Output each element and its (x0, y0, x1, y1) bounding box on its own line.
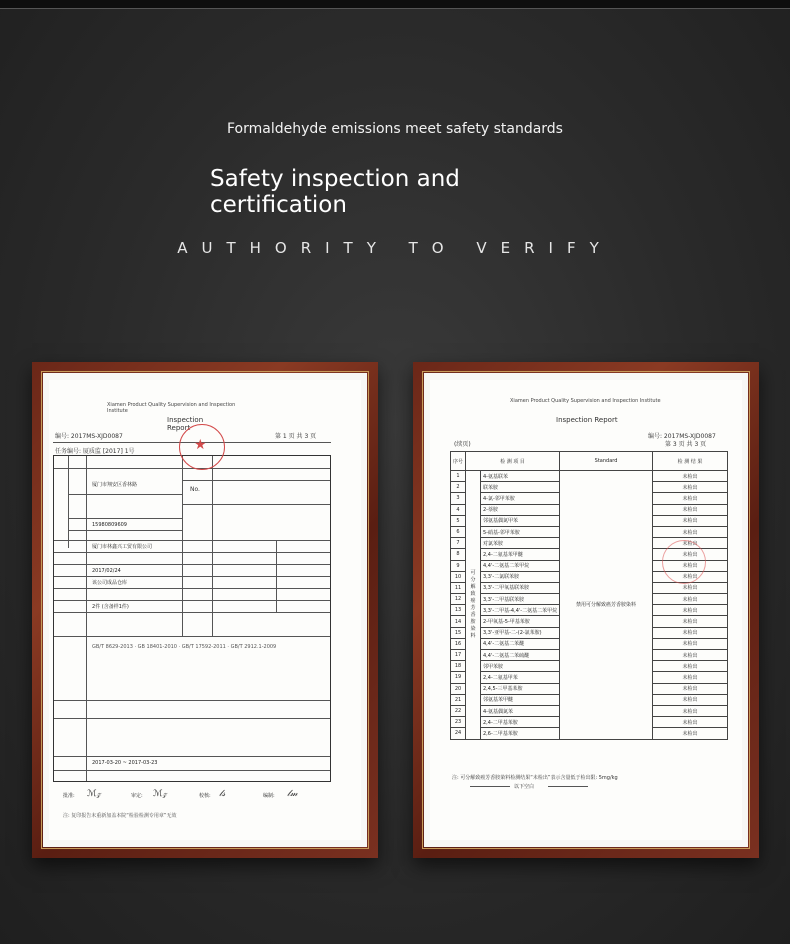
item-name: 邻氨基偶氮甲苯 (481, 515, 560, 526)
item-result: 未检出 (653, 515, 728, 526)
results-header-row (451, 452, 728, 471)
sign-check-label: 校核: (199, 793, 211, 799)
task-number: 任务编号: 厦质监 [2017] 1号 (55, 448, 135, 455)
item-result: 未检出 (653, 605, 728, 616)
row-number: 1 (451, 471, 466, 482)
row-number: 20 (451, 683, 466, 694)
page-title (210, 166, 460, 218)
frame-mat (424, 373, 748, 847)
row-number: 19 (451, 672, 466, 683)
sampling-date: 2017/02/24 (92, 568, 121, 574)
top-divider (0, 8, 790, 9)
item-result: 未检出 (653, 571, 728, 582)
table-row (451, 471, 728, 482)
item-name: 4-氨基联苯 (481, 471, 560, 482)
item-name: 邻甲苯胺 (481, 661, 560, 672)
item-result: 未检出 (653, 683, 728, 694)
item-result: 未检出 (653, 672, 728, 683)
item-name: 2,4-二氨基甲苯 (481, 672, 560, 683)
row-number: 17 (451, 650, 466, 661)
item-result: 未检出 (653, 594, 728, 605)
item-name: 4,4'-二氨基二苯硫醚 (481, 650, 560, 661)
left-certificate-frame (32, 362, 378, 858)
report-label-line-1: Inspection (167, 416, 204, 424)
company-phone: 15980809609 (92, 522, 127, 528)
item-name: 联苯胺 (481, 482, 560, 493)
row-number: 4 (451, 504, 466, 515)
item-name: 3,3'-二甲基-4,4'-二氨基二苯甲烷 (481, 605, 560, 616)
item-result: 未检出 (653, 560, 728, 571)
manufacturer: 厦门市林鑫兴工贸有限公司 (92, 544, 153, 550)
item-result: 未检出 (653, 627, 728, 638)
row-number: 24 (451, 728, 466, 739)
row-number: 9 (451, 560, 466, 571)
item-result: 未检出 (653, 538, 728, 549)
row-number: 6 (451, 526, 466, 537)
tagline: Formaldehyde emissions meet safety standards (227, 121, 563, 137)
page-number: 第 1 页 共 3 页 (275, 433, 317, 440)
signature-approve: ℳ𝓏 (87, 789, 101, 799)
signature-prepare: 𝓁𝓂 (287, 789, 298, 799)
item-name: 3,3'-亚甲基-二-(2-氯苯胺) (481, 627, 560, 638)
report-number: 编号: 2017MS-XJD0087 (55, 433, 123, 440)
item-result: 未检出 (653, 661, 728, 672)
header-item: 检 测 项 目 (466, 452, 560, 471)
row-number: 10 (451, 571, 466, 582)
row-number: 13 (451, 605, 466, 616)
row-number: 16 (451, 638, 466, 649)
standard-cell: 禁用可分解致癌芳香胺染料 (560, 471, 653, 740)
item-name: 邻氨基苯甲醚 (481, 694, 560, 705)
authority-subtitle: AUTHORITY TO VERIFY (177, 239, 613, 257)
results-note: 注: 可分解致癌芳香胺染料检测结果“未检出”表示含量低于检出限: 5mg/kg (452, 775, 618, 781)
header-serial: 序号 (451, 452, 466, 471)
row-number: 12 (451, 594, 466, 605)
inspection-seal (662, 540, 706, 584)
row-number: 5 (451, 515, 466, 526)
item-name: 5-硝基-邻甲苯胺 (481, 526, 560, 537)
institute-name: Xiamen Product Quality Supervision and Inspection Institute (510, 398, 661, 404)
row-number: 8 (451, 549, 466, 560)
item-name: 2-萘胺 (481, 504, 560, 515)
item-result: 未检出 (653, 526, 728, 537)
item-result: 未检出 (653, 638, 728, 649)
company-address: 厦门市翔安区香林路 (92, 482, 138, 488)
row-number: 2 (451, 482, 466, 493)
report-footnote: 注: 复印报告未重新加盖本院“检验检测专用章”无效 (63, 813, 177, 819)
report-form-table: 厦门市翔安区香林路 15980809609 厦门市林鑫兴工贸有限公司 2017/02/24 该公司成品仓库 2件 (含备样1件) No. GB/T 8629-2013 · GB 18401-2010 · GB/T 17592-2011 · GB/T 2912.1-2009 2017-03-20 ~ 2017-03-23 (53, 455, 331, 782)
item-result: 未检出 (653, 504, 728, 515)
title-line-1: Safety inspection and (210, 166, 460, 192)
item-name: 2-甲氧基-5-甲基苯胺 (481, 616, 560, 627)
header-result: 检 测 结 果 (653, 452, 728, 471)
item-result: 未检出 (653, 482, 728, 493)
page-number: 第 3 页 共 3 页 (665, 441, 707, 448)
stamp-star-icon: ★ (194, 437, 207, 453)
item-name: 对氯苯胺 (481, 538, 560, 549)
row-number: 15 (451, 627, 466, 638)
report-label-line-2: Report (167, 424, 191, 432)
item-result: 未检出 (653, 549, 728, 560)
row-number: 3 (451, 493, 466, 504)
item-name: 2,4-二氨基苯甲醚 (481, 549, 560, 560)
row-number: 23 (451, 717, 466, 728)
item-result: 未检出 (653, 694, 728, 705)
row-number: 11 (451, 582, 466, 593)
item-name: 3,3'-二甲基联苯胺 (481, 594, 560, 605)
inspection-report-page-1 (49, 380, 361, 840)
institute-name: Xiamen Product Quality Supervision and Inspection Institute (107, 402, 236, 414)
item-result: 未检出 (653, 717, 728, 728)
item-result: 未检出 (653, 616, 728, 627)
row-number: 21 (451, 694, 466, 705)
signature-review: ℳ𝓏 (153, 789, 167, 799)
row-number: 22 (451, 705, 466, 716)
item-name: 2,4-二甲基苯胺 (481, 717, 560, 728)
sampling-location: 该公司成品仓库 (92, 580, 128, 586)
item-result: 未检出 (653, 582, 728, 593)
row-number: 7 (451, 538, 466, 549)
item-result: 未检出 (653, 705, 728, 716)
item-result: 未检出 (653, 471, 728, 482)
item-name: 2,6-二甲基苯胺 (481, 728, 560, 739)
results-table (450, 451, 728, 740)
no-label: No. (190, 486, 200, 493)
row-number: 18 (451, 661, 466, 672)
report-label: Inspection Report (556, 416, 618, 424)
signature-check: 𝓁𝓈 (219, 789, 226, 799)
results-body (451, 471, 728, 740)
item-result: 未检出 (653, 493, 728, 504)
frame-mat (43, 373, 367, 847)
sample-quantity: 2件 (含备样1件) (92, 604, 129, 610)
sign-prepare-label: 编制: (263, 793, 275, 799)
category-cell: 可分解致癌芳香胺染料 (466, 471, 481, 740)
item-name: 4,4'-二氨基二苯甲烷 (481, 560, 560, 571)
item-name: 3,3'-二氯联苯胺 (481, 571, 560, 582)
item-name: 2,4,5-三甲基苯胺 (481, 683, 560, 694)
item-result: 未检出 (653, 728, 728, 739)
item-name: 4,4'-二氨基二苯醚 (481, 638, 560, 649)
sign-review-label: 审定: (131, 793, 143, 799)
inspection-report-page-3 (430, 380, 742, 840)
top-bar (0, 0, 790, 8)
item-result: 未检出 (653, 650, 728, 661)
test-date-range: 2017-03-20 ~ 2017-03-23 (92, 760, 158, 766)
continued-label: (续页) (454, 441, 471, 448)
report-number: 编号: 2017MS-XJD0087 (648, 433, 716, 440)
item-name: 4-氯-邻甲苯胺 (481, 493, 560, 504)
row-number: 14 (451, 616, 466, 627)
header-standard: Standard (560, 452, 653, 471)
item-name: 3,3'-二甲氧基联苯胺 (481, 582, 560, 593)
end-marker: 以下空白 (514, 784, 535, 790)
item-name: 4-氨基偶氮苯 (481, 705, 560, 716)
right-certificate-frame (413, 362, 759, 858)
sign-approve-label: 批准: (63, 793, 75, 799)
title-line-2: certification (210, 192, 347, 218)
